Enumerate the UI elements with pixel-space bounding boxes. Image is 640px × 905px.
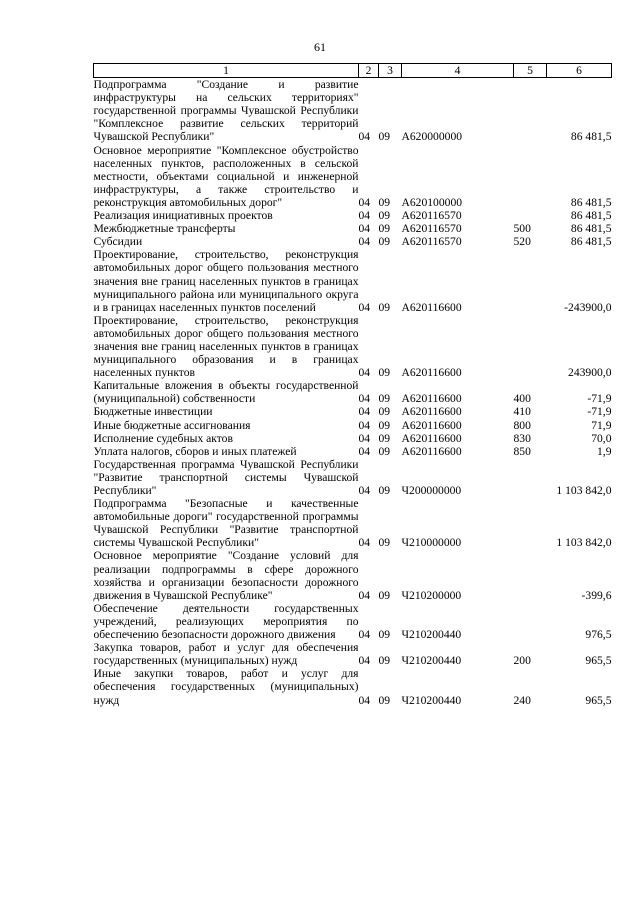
budget-item-name: Субсидии bbox=[93, 235, 143, 249]
subsection-code: 09 bbox=[378, 392, 391, 406]
column-header: 1 bbox=[94, 64, 359, 78]
target-article-code: А620116600 bbox=[401, 300, 462, 314]
column-header: 6 bbox=[547, 64, 612, 78]
expense-type-code bbox=[514, 497, 547, 549]
expense-type-code: 400 bbox=[513, 392, 531, 406]
amount: 1,9 bbox=[597, 444, 612, 458]
budget-table bbox=[93, 63, 612, 707]
expense-type-code: 200 bbox=[513, 654, 531, 668]
section-code: 04 bbox=[358, 392, 371, 406]
amount: -399,6 bbox=[581, 588, 612, 602]
table-row bbox=[94, 667, 612, 706]
expense-type-code bbox=[514, 458, 547, 497]
amount: 86 481,5 bbox=[570, 222, 612, 236]
subsection-code: 09 bbox=[378, 366, 391, 380]
table-row bbox=[94, 497, 612, 549]
table-row bbox=[94, 641, 612, 667]
amount: 243900,0 bbox=[568, 366, 612, 380]
page-number: 61 bbox=[314, 40, 326, 54]
target-article-code: А620116570 bbox=[401, 209, 462, 223]
column-header: 5 bbox=[514, 64, 547, 78]
target-article-code: Ч210200000 bbox=[401, 588, 462, 602]
budget-item-name: Подпрограмма "Безопасные и качественные автомобильные дороги" государственной программы Чувашской Республики "Развитие транспортной системы Чувашской Республики" bbox=[93, 497, 359, 550]
subsection-code: 09 bbox=[378, 209, 391, 223]
budget-item-name: Подпрограмма "Создание и развитие инфраструктуры на сельских территориях" государственной программы Чувашской Республики "Комплексное развитие сельских территорий Чувашской Республики" bbox=[93, 78, 359, 144]
subsection-code: 09 bbox=[378, 405, 391, 419]
target-article-code: А620116600 bbox=[401, 444, 462, 458]
budget-item-name: Государственная программа Чувашской Республики "Развитие транспортной системы Чувашской Республики" bbox=[93, 457, 359, 497]
target-article-code: Ч210200440 bbox=[401, 654, 462, 668]
table-row bbox=[94, 602, 612, 641]
subsection-code: 09 bbox=[378, 654, 391, 668]
subsection-code: 09 bbox=[378, 588, 391, 602]
section-code: 04 bbox=[358, 654, 371, 668]
expense-type-code: 800 bbox=[513, 418, 531, 432]
section-code: 04 bbox=[358, 366, 371, 380]
target-article-code: А620116600 bbox=[401, 431, 462, 445]
section-code: 04 bbox=[358, 300, 371, 314]
table-row bbox=[94, 314, 612, 379]
subsection-code: 09 bbox=[378, 300, 391, 314]
subsection-code: 09 bbox=[378, 628, 391, 642]
table-row bbox=[94, 405, 612, 418]
expense-type-code: 830 bbox=[513, 431, 531, 445]
subsection-code: 09 bbox=[378, 536, 391, 550]
budget-item-name: Уплата налогов, сборов и иных платежей bbox=[93, 444, 297, 458]
target-article-code: А620116600 bbox=[401, 366, 462, 380]
expense-type-code bbox=[514, 209, 547, 222]
budget-item-name: Проектирование, строительство, реконструкция автомобильных дорог общего пользования местного значения вне границ населенных пунктов в границах муниципального образования и в границах населенных пунктов bbox=[93, 313, 359, 380]
column-header: 3 bbox=[379, 64, 402, 78]
table-row bbox=[94, 432, 612, 445]
target-article-code: А620116570 bbox=[401, 235, 462, 249]
table-row bbox=[94, 248, 612, 313]
section-code: 04 bbox=[358, 418, 371, 432]
amount: 965,5 bbox=[585, 693, 612, 707]
section-code: 04 bbox=[358, 693, 371, 707]
target-article-code: А620100000 bbox=[401, 195, 463, 209]
target-article-code: Ч200000000 bbox=[401, 484, 462, 497]
target-article-code: А620116570 bbox=[401, 222, 462, 236]
section-code: 04 bbox=[358, 444, 371, 458]
section-code: 04 bbox=[358, 130, 371, 144]
budget-item-name: Иные закупки товаров, работ и услуг для обеспечения государственных (муниципальных) нужд bbox=[93, 667, 359, 707]
budget-item-name: Основное мероприятие "Комплексное обустройство населенных пунктов, расположенных в сельской местности, объектами социальной и инженерной инфраструктуры, а также строительство и реконструкция автомобильных дорог" bbox=[93, 143, 359, 209]
amount: -71,9 bbox=[587, 405, 612, 419]
amount: -71,9 bbox=[587, 392, 612, 406]
amount: 1 103 842,0 bbox=[556, 536, 612, 550]
subsection-code: 09 bbox=[378, 484, 391, 497]
amount: 86 481,5 bbox=[570, 195, 612, 209]
subsection-code: 09 bbox=[378, 130, 391, 144]
subsection-code: 09 bbox=[378, 235, 391, 249]
column-number-row bbox=[94, 64, 612, 78]
expense-type-code bbox=[514, 602, 547, 641]
section-code: 04 bbox=[358, 431, 371, 445]
subsection-code: 09 bbox=[378, 195, 391, 209]
subsection-code: 09 bbox=[378, 222, 391, 236]
budget-item-name: Межбюджетные трансферты bbox=[93, 222, 236, 236]
table-row bbox=[94, 78, 612, 144]
table-row bbox=[94, 419, 612, 432]
column-header: 2 bbox=[359, 64, 379, 78]
section-code: 04 bbox=[358, 195, 371, 209]
expense-type-code: 850 bbox=[513, 444, 531, 458]
expense-type-code bbox=[514, 144, 547, 209]
amount: 71,9 bbox=[591, 418, 612, 432]
budget-item-name: Основное мероприятие "Создание условий для реализации подпрограммы в сфере дорожного хозяйства и организации безопасности дорожного движения в Чувашской Республике" bbox=[93, 549, 359, 602]
amount: 965,5 bbox=[585, 654, 612, 668]
column-header: 4 bbox=[402, 64, 514, 78]
table-row bbox=[94, 458, 612, 497]
subsection-code: 09 bbox=[378, 431, 391, 445]
table-row bbox=[94, 379, 612, 405]
expense-type-code bbox=[514, 78, 547, 144]
section-code: 04 bbox=[358, 209, 371, 223]
subsection-code: 09 bbox=[378, 418, 391, 432]
budget-item-name: Реализация инициативных проектов bbox=[93, 209, 273, 223]
budget-item-name: Бюджетные инвестиции bbox=[93, 405, 213, 419]
target-article-code: А620116600 bbox=[401, 418, 462, 432]
section-code: 04 bbox=[358, 628, 371, 642]
expense-type-code: 240 bbox=[513, 693, 531, 707]
table-row bbox=[94, 445, 612, 458]
expense-type-code: 520 bbox=[513, 235, 531, 249]
amount: 976,5 bbox=[585, 628, 612, 642]
expense-type-code bbox=[514, 314, 547, 379]
table-row bbox=[94, 549, 612, 601]
table-row bbox=[94, 222, 612, 235]
section-code: 04 bbox=[358, 405, 371, 419]
budget-item-name: Капитальные вложения в объекты государственной (муниципальной) собственности bbox=[93, 379, 359, 406]
target-article-code: Ч210200440 bbox=[401, 628, 462, 642]
subsection-code: 09 bbox=[378, 693, 391, 707]
target-article-code: Ч210000000 bbox=[401, 536, 462, 550]
amount: 1 103 842,0 bbox=[556, 484, 612, 497]
section-code: 04 bbox=[358, 484, 371, 497]
expense-type-code: 500 bbox=[513, 222, 531, 236]
budget-item-name: Проектирование, строительство, реконструкция автомобильных дорог общего пользования местного значения вне границ населенных пунктов в границах муниципального района или муниципального округа и в границах населенных пунктов поселений bbox=[93, 248, 359, 314]
expense-type-code: 410 bbox=[513, 405, 531, 419]
budget-item-name: Иные бюджетные ассигнования bbox=[93, 418, 251, 432]
amount: 86 481,5 bbox=[570, 235, 612, 249]
expense-type-code bbox=[514, 248, 547, 313]
section-code: 04 bbox=[358, 536, 371, 550]
amount: 70,0 bbox=[591, 431, 612, 445]
budget-item-name: Исполнение судебных актов bbox=[93, 431, 233, 445]
target-article-code: А620116600 bbox=[401, 392, 462, 406]
table-row bbox=[94, 144, 612, 209]
target-article-code: Ч210200440 bbox=[401, 693, 462, 707]
expense-type-code bbox=[514, 549, 547, 601]
section-code: 04 bbox=[358, 222, 371, 236]
amount: -243900,0 bbox=[564, 300, 612, 314]
section-code: 04 bbox=[358, 235, 371, 249]
amount: 86 481,5 bbox=[570, 209, 612, 223]
target-article-code: А620116600 bbox=[401, 405, 462, 419]
table-row bbox=[94, 235, 612, 248]
section-code: 04 bbox=[358, 588, 371, 602]
budget-item-name: Закупка товаров, работ и услуг для обеспечения государственных (муниципальных) нужд bbox=[93, 641, 359, 668]
budget-item-name: Обеспечение деятельности государственных учреждений, реализующих мероприятия по обеспечению безопасности дорожного движения bbox=[93, 601, 359, 642]
target-article-code: А620000000 bbox=[401, 130, 463, 144]
amount: 86 481,5 bbox=[570, 130, 612, 144]
table-row bbox=[94, 209, 612, 222]
subsection-code: 09 bbox=[378, 444, 391, 458]
